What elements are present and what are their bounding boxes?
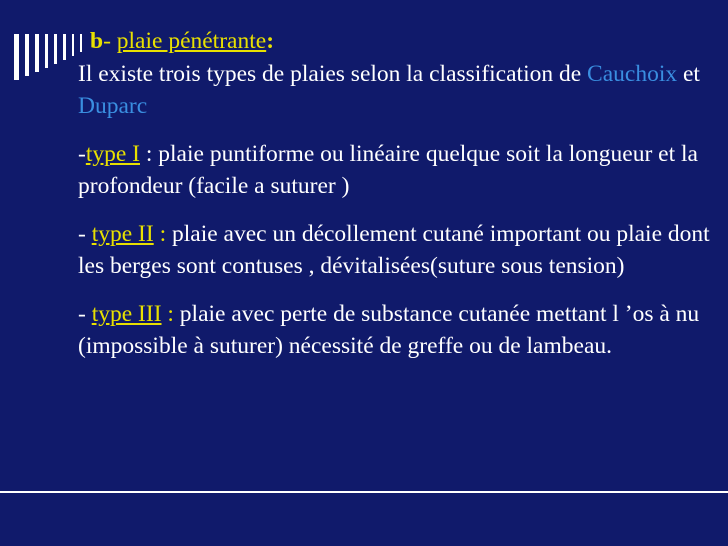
type-1-paragraph	[78, 138, 718, 202]
type-3-sep: :	[161, 301, 180, 327]
type-1-sep: :	[140, 141, 159, 167]
heading-letter: b	[90, 28, 104, 54]
type-2-label: type II	[91, 221, 154, 247]
type-1-dash: -	[78, 141, 86, 167]
heading-title: plaie pénétrante	[116, 28, 267, 54]
divider-line	[0, 491, 728, 493]
type-3-paragraph	[78, 298, 718, 362]
heading-colon: :	[266, 28, 275, 54]
slide-heading	[90, 24, 718, 58]
type-1-text: plaie puntiforme ou linéaire quelque soit la longueur et la profondeur (facile a suturer )	[78, 141, 698, 199]
author-duparc: Duparc	[78, 93, 148, 119]
type-2-text: plaie avec un décollement cutané important ou plaie dont les berges sont contuses , dévitalisées(suture sous tension)	[78, 221, 710, 279]
type-2-paragraph	[78, 218, 718, 282]
type-2-sep: :	[153, 221, 172, 247]
heading-dash: -	[103, 28, 117, 54]
decorative-stripes	[14, 34, 88, 80]
type-3-label: type III	[91, 301, 162, 327]
intro-and: et	[677, 61, 700, 87]
author-cauchoix: Cauchoix	[587, 61, 678, 87]
intro-paragraph	[78, 58, 718, 122]
intro-text: Il existe trois types de plaies selon la classification de	[78, 61, 588, 87]
type-3-dash: -	[78, 301, 92, 327]
slide-content	[78, 24, 718, 362]
type-2-dash: -	[78, 221, 92, 247]
type-3-text: plaie avec perte de substance cutanée mettant l ’os à nu (impossible à suturer) nécessité de greffe ou de lambeau.	[78, 301, 700, 359]
type-1-label: type I	[85, 141, 140, 167]
